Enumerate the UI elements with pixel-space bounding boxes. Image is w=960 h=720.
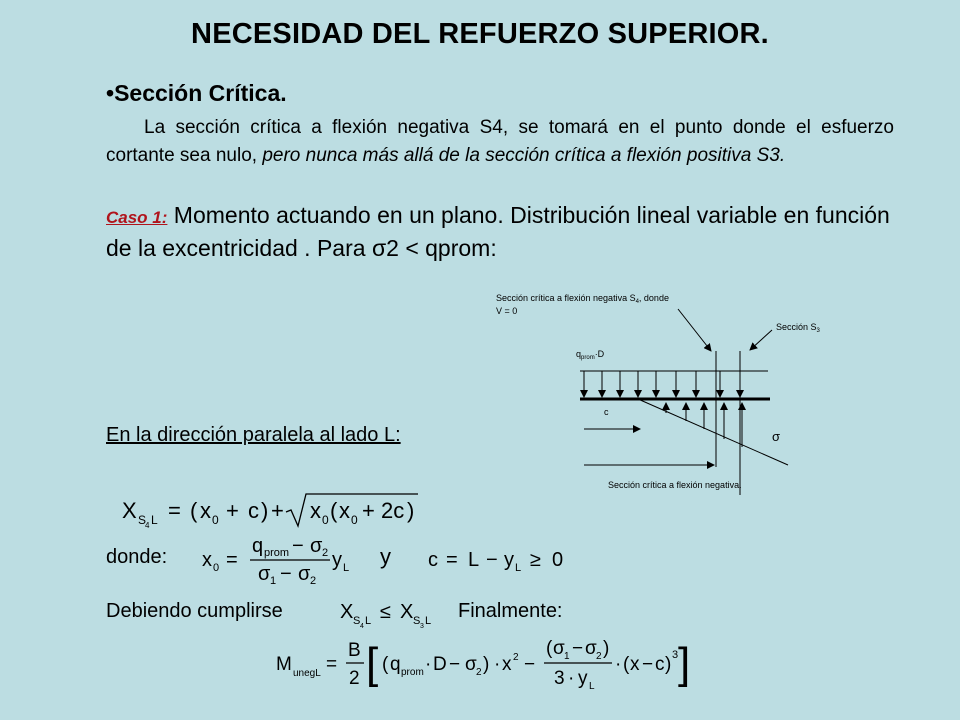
- finalmente-label: Finalmente:: [458, 600, 563, 622]
- formula-x0: [200, 530, 360, 586]
- svg-text:(: (: [623, 654, 630, 675]
- label-c: c: [604, 407, 609, 417]
- formula-c: [424, 544, 574, 574]
- svg-text:−: −: [292, 535, 304, 557]
- svg-text:[: [: [366, 639, 379, 688]
- svg-text:x: x: [202, 549, 212, 571]
- svg-text:σ: σ: [298, 563, 311, 585]
- case-text-b: 2 < qprom:: [386, 235, 497, 261]
- svg-text:x: x: [200, 498, 211, 523]
- svg-text:M: M: [276, 654, 292, 675]
- svg-text:0: 0: [213, 562, 220, 574]
- svg-text:−: −: [524, 654, 536, 675]
- svg-text:B: B: [348, 640, 361, 661]
- svg-text:y: y: [504, 549, 514, 571]
- case-text-a: Momento actuando en un plano. Distribución lineal variable en función de la excentricidad . Para: [106, 202, 890, 261]
- svg-text:): ): [483, 654, 490, 675]
- page-title: NECESIDAD DEL REFUERZO SUPERIOR.: [191, 18, 769, 50]
- svg-text:·: ·: [615, 654, 622, 675]
- svg-text:q: q: [252, 535, 264, 557]
- svg-text:2: 2: [476, 667, 482, 678]
- svg-text:]: ]: [678, 639, 691, 688]
- description-paragraph: [106, 114, 894, 170]
- svg-text:3: 3: [672, 649, 679, 661]
- svg-text:(: (: [382, 654, 389, 675]
- svg-text:): ): [665, 654, 672, 675]
- svg-text:(: (: [330, 498, 338, 523]
- svg-text:L: L: [425, 615, 432, 627]
- label-s3: Sección $S_3$: [776, 322, 820, 334]
- svg-text:c: c: [248, 498, 259, 523]
- svg-text:4: 4: [145, 521, 150, 530]
- svg-text:L: L: [468, 549, 480, 571]
- svg-text:2: 2: [596, 651, 602, 662]
- svg-text:σ: σ: [258, 563, 271, 585]
- svg-text:S: S: [413, 615, 421, 627]
- donde-label: donde:: [106, 546, 168, 568]
- svg-text:c: c: [428, 549, 438, 571]
- pointer-arrow-s3: [750, 330, 772, 350]
- svg-text:c: c: [655, 654, 665, 675]
- svg-text:prom: prom: [401, 667, 424, 678]
- svg-text:y: y: [578, 668, 588, 689]
- formula-moment: [272, 632, 692, 694]
- label-negative: Sección crítica a flexión negativa.: [608, 480, 742, 490]
- svg-text:L: L: [515, 562, 522, 574]
- svg-text:L: L: [589, 681, 595, 692]
- svg-text:−: −: [572, 638, 584, 659]
- svg-text:·: ·: [494, 654, 501, 675]
- svg-text:2: 2: [349, 668, 360, 689]
- svg-text:·: ·: [425, 654, 432, 675]
- svg-text:(: (: [546, 638, 553, 659]
- load-arrows: [584, 371, 740, 397]
- label-q: $q_{prom}\cdot D$: [576, 349, 605, 361]
- svg-text:4: 4: [360, 623, 364, 630]
- svg-text:L: L: [343, 562, 350, 574]
- svg-text:−: −: [449, 654, 461, 675]
- pointer-arrow-s4: [678, 309, 711, 351]
- direction-text: En la dirección paralela al lado L:: [106, 424, 401, 446]
- svg-text:X: X: [400, 601, 414, 623]
- svg-text:): ): [261, 498, 269, 523]
- paragraph-normal: La sección crítica a flexión negativa S4, se tomará en el punto donde el esfuerzo cortante sea nulo,: [106, 117, 894, 166]
- svg-text:0: 0: [212, 513, 219, 527]
- section-heading-text: Sección Crítica.: [114, 80, 287, 106]
- svg-text:0: 0: [322, 513, 329, 527]
- svg-text:·: ·: [568, 668, 575, 689]
- label-s4: Sección crítica a flexión negativa $S_4$, donde: [496, 293, 669, 305]
- case-sigma: σ: [371, 235, 387, 261]
- svg-text:q: q: [390, 654, 401, 675]
- svg-text:σ: σ: [585, 638, 597, 659]
- reaction-line: [638, 399, 788, 465]
- svg-text:2: 2: [310, 575, 317, 587]
- svg-text:S: S: [353, 615, 361, 627]
- label-sigma: σ: [772, 429, 781, 444]
- svg-text:L: L: [365, 615, 372, 627]
- paragraph-italic: pero nunca más allá de la sección crítica a flexión positiva S3.: [262, 145, 786, 166]
- section-heading: [106, 80, 287, 107]
- svg-text:0: 0: [552, 549, 564, 571]
- formula-condition: [336, 596, 456, 630]
- case-description: [106, 200, 906, 264]
- svg-text:2: 2: [322, 547, 329, 559]
- case-label: Caso 1:: [106, 208, 168, 227]
- svg-text:D: D: [433, 654, 447, 675]
- svg-text:−: −: [486, 549, 498, 571]
- svg-text:2: 2: [513, 652, 519, 663]
- svg-text:): ): [603, 638, 610, 659]
- debiendo-label: Debiendo cumplirse: [106, 600, 283, 622]
- svg-text:=: =: [326, 654, 338, 675]
- svg-text:1: 1: [270, 575, 277, 587]
- svg-text:+: +: [271, 498, 284, 523]
- svg-text:y: y: [332, 549, 342, 571]
- svg-text:prom: prom: [264, 547, 290, 559]
- svg-text:x: x: [630, 654, 640, 675]
- load-diagram: [480, 285, 820, 495]
- svg-text:S: S: [138, 513, 147, 527]
- svg-text:X: X: [340, 601, 354, 623]
- svg-text:σ: σ: [310, 535, 323, 557]
- svg-text:L: L: [151, 513, 158, 527]
- svg-text:=: =: [226, 549, 238, 571]
- svg-text:2c: 2c: [381, 498, 405, 523]
- reaction-arrows: [666, 403, 742, 447]
- svg-text:): ): [407, 498, 415, 523]
- svg-text:σ: σ: [465, 654, 477, 675]
- svg-text:=: =: [168, 498, 181, 523]
- svg-text:0: 0: [351, 513, 358, 527]
- svg-text:=: =: [446, 549, 458, 571]
- svg-text:−: −: [642, 654, 654, 675]
- svg-text:X: X: [122, 498, 137, 523]
- svg-text:≤: ≤: [380, 601, 391, 623]
- formula-xs4l: [118, 490, 428, 530]
- svg-text:x: x: [339, 498, 350, 523]
- svg-text:+: +: [226, 498, 239, 523]
- svg-text:3: 3: [554, 668, 565, 689]
- svg-text:unegL: unegL: [293, 668, 321, 679]
- svg-text:x: x: [502, 654, 512, 675]
- svg-text:σ: σ: [553, 638, 565, 659]
- svg-text:−: −: [280, 563, 292, 585]
- svg-text:+: +: [362, 498, 375, 523]
- svg-text:3: 3: [420, 623, 424, 630]
- svg-text:x: x: [310, 498, 321, 523]
- y-label: y: [380, 544, 391, 569]
- svg-text:(: (: [190, 498, 198, 523]
- bullet: •: [106, 80, 115, 106]
- svg-text:≥: ≥: [530, 549, 541, 571]
- label-s4-v: V = 0: [496, 306, 518, 316]
- svg-text:1: 1: [564, 651, 570, 662]
